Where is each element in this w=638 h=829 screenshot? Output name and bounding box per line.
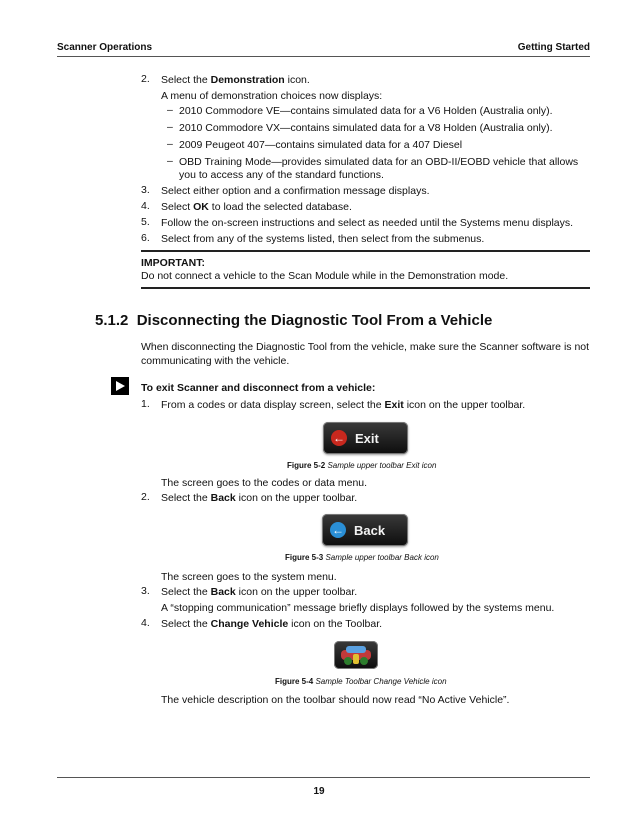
step-text: Select the Demonstration icon.: [161, 74, 310, 86]
figure-caption: Figure 5-3 Sample upper toolbar Back icon: [285, 553, 439, 562]
step-number: 6.: [141, 232, 150, 244]
back-button: [322, 514, 408, 546]
step-note: The screen goes to the codes or data menu.: [161, 477, 368, 489]
running-header-left: Scanner Operations: [57, 42, 153, 53]
step-note: A “stopping communication” message briefly displays followed by the systems menu.: [161, 602, 555, 614]
page-number: 19: [313, 786, 325, 797]
step-number: 3.: [141, 184, 150, 196]
step-note: The screen goes to the system menu.: [161, 571, 337, 583]
step-number: 4.: [141, 200, 150, 212]
step-text: Select the Back icon on the upper toolbar.: [161, 492, 358, 504]
step-text: Select from any of the systems listed, then select from the submenus.: [161, 233, 485, 245]
bullet-dash: –: [167, 155, 173, 167]
bullet-dash: –: [167, 104, 173, 116]
arrow-left-icon: ←: [333, 431, 345, 445]
exit-button-label: Exit: [355, 430, 379, 446]
header-rule: [57, 56, 590, 57]
step-number: 1.: [141, 398, 150, 410]
play-triangle-icon: [111, 377, 129, 395]
arrow-left-icon: ←: [332, 523, 344, 537]
step-number: 4.: [141, 617, 150, 629]
step-text: Select the Back icon on the upper toolbar.: [161, 586, 358, 598]
step-text: Select the Change Vehicle icon on the Toolbar.: [161, 618, 383, 630]
footer-rule: [57, 777, 590, 778]
list-item: OBD Training Mode—provides simulated data for an OBD-II/EOBD vehicle that allows: [179, 156, 579, 168]
section-paragraph: When disconnecting the Diagnostic Tool from the vehicle, make sure the Scanner software is not: [141, 341, 590, 353]
section-heading: 5.1.2 Disconnecting the Diagnostic Tool From a Vehicle: [95, 312, 493, 329]
step-text: Select OK to load the selected database.: [161, 201, 352, 213]
back-button-label: Back: [354, 522, 386, 538]
step-number: 2.: [141, 491, 150, 503]
step-text: Follow the on-screen instructions and select as needed until the Systems menu displays.: [161, 217, 574, 229]
list-item: 2009 Peugeot 407—contains simulated data for a 407 Diesel: [179, 139, 463, 151]
important-bottom-rule: [141, 287, 590, 289]
step-note: The vehicle description on the toolbar should now read “No Active Vehicle”.: [161, 694, 510, 706]
step-note: A menu of demonstration choices now displays:: [161, 90, 383, 102]
bullet-dash: –: [167, 138, 173, 150]
running-header-right: Getting Started: [517, 42, 590, 53]
important-text: Do not connect a vehicle to the Scan Module while in the Demonstration mode.: [141, 270, 509, 282]
list-item-continuation: you to access any of the standard functions.: [179, 169, 384, 181]
step-number: 3.: [141, 585, 150, 597]
figure-caption: Figure 5-2 Sample upper toolbar Exit icon: [287, 461, 437, 470]
list-item: 2010 Commodore VX—contains simulated data for a V8 Holden (Australia only).: [179, 122, 553, 134]
exit-button: [323, 422, 408, 454]
car-icon: [334, 641, 378, 669]
step-text: Select either option and a confirmation message displays.: [161, 185, 430, 197]
procedure-heading: To exit Scanner and disconnect from a vehicle:: [141, 382, 376, 394]
important-top-rule: [141, 250, 590, 252]
list-item: 2010 Commodore VE—contains simulated data for a V6 Holden (Australia only).: [179, 105, 553, 117]
step-number: 5.: [141, 216, 150, 228]
step-text: From a codes or data display screen, select the Exit icon on the upper toolbar.: [161, 399, 526, 411]
figure-caption: Figure 5-4 Sample Toolbar Change Vehicle icon: [275, 677, 447, 686]
section-paragraph: communicating with the vehicle.: [141, 355, 290, 367]
important-label: IMPORTANT:: [141, 257, 205, 269]
bullet-dash: –: [167, 121, 173, 133]
step-number: 2.: [141, 73, 150, 85]
